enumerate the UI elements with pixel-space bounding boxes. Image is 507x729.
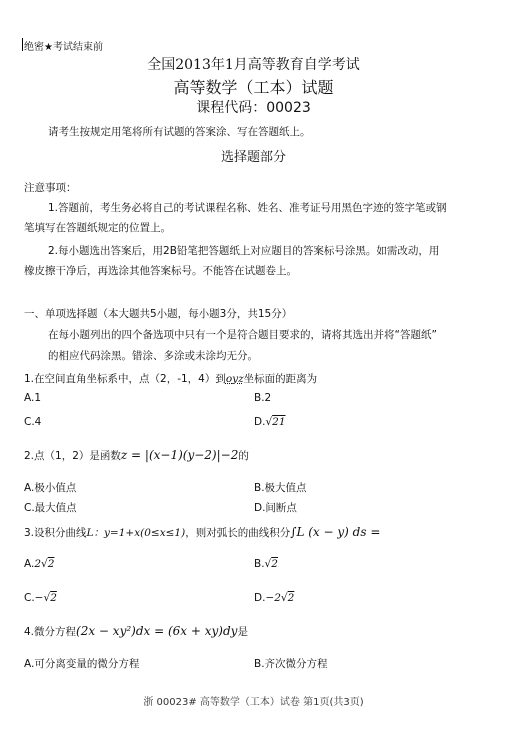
q3-a-coef: 2	[34, 558, 42, 570]
q3-integral: ∫L (x − y) ds =	[290, 525, 381, 539]
course-code: 课程代码：00023	[196, 100, 311, 116]
q1-option-d: D.√21	[254, 416, 286, 428]
q3-curve: L：y=1+x(0≤x≤1)	[86, 527, 186, 539]
q3-option-b: B.√2	[254, 558, 278, 570]
part1-desc-line-2: 的相应代码涂黑。错涂、多涂或未涂均无分。	[48, 350, 258, 362]
notice-1-line-2: 笔填写在答题纸规定的位置上。	[24, 222, 171, 234]
q4-stem-end: 是	[237, 626, 248, 638]
q3-stem-mid: ，则对弧长的曲线积分	[185, 527, 291, 539]
part1-heading: 一、单项选择题（本大题共5小题，每小题3分，共15分）	[24, 308, 293, 320]
q4-option-a: A.可分离变量的微分方程	[24, 658, 140, 670]
subject-title: 高等数学（工本）试题	[173, 78, 334, 97]
q4-formula: (2x − xy²)dx = (6x + xy)dy	[76, 624, 238, 638]
q3-option-a: A.2√2	[24, 558, 55, 570]
q3-option-d: D.−2√2	[254, 592, 295, 604]
q3-stem-text: 3.设积分曲线	[24, 527, 87, 539]
notice-2-line-1: 2.每小题选出答案后，用2B铅笔把答题纸上对应题目的答案标号涂黑。如需改动，用	[48, 245, 440, 257]
q1-option-c: C.4	[24, 416, 42, 428]
q1-plane: oyz	[225, 373, 244, 385]
q3-d-radicand: 2	[287, 592, 295, 604]
q3-c-radicand: 2	[50, 592, 57, 604]
q2-option-a: A.极小值点	[24, 482, 77, 494]
text-cursor	[22, 38, 23, 51]
question-4-stem	[24, 624, 248, 639]
q1-stem-text: 1.在空间直角坐标系中，点（2，-1，4）到	[24, 373, 226, 385]
q3-b-prefix: B.	[254, 558, 265, 570]
notice-1-line-1: 1.答题前，考生务必将自己的考试课程名称、姓名、准考证号用黑色字迹的签字笔或钢	[48, 202, 447, 214]
q1-d-prefix: D.	[254, 416, 266, 428]
q2-formula: z = |(x−1)(y−2)|−2	[120, 448, 239, 462]
page-footer: 浙 00023# 高等数学（工本）试卷 第1页(共3页)	[143, 697, 364, 708]
q3-a-radicand: 2	[47, 558, 55, 570]
notice-heading: 注意事项：	[24, 182, 77, 194]
q1-option-a: A.1	[24, 392, 42, 404]
q2-option-d: D.间断点	[254, 502, 297, 514]
question-2-stem	[24, 448, 249, 463]
q1-d-radicand: 21	[272, 416, 286, 428]
q3-b-radicand: 2	[271, 558, 278, 570]
secret-label: 绝密★考试结束前	[24, 42, 103, 53]
q3-d-coef: −2	[265, 592, 281, 604]
q3-option-c: C.−√2	[24, 592, 57, 604]
part1-desc-line-1: 在每小题列出的四个备选项中只有一个是符合题目要求的，请将其选出并将“答题纸”	[48, 329, 437, 341]
q2-stem-end: 的	[238, 450, 249, 462]
q4-option-b: B.齐次微分方程	[254, 658, 328, 670]
q3-d-prefix: D.	[254, 592, 266, 604]
q1-option-b: B.2	[254, 392, 272, 404]
general-instruction: 请考生按规定用笔将所有试题的答案涂、写在答题纸上。	[48, 126, 311, 138]
q3-c-prefix: C.	[24, 592, 35, 604]
question-3-stem	[24, 525, 380, 540]
q1-stem-end: 坐标面的距离为	[243, 373, 318, 385]
q3-c-coef: −	[34, 592, 44, 604]
notice-2-line-2: 橡皮擦干净后，再选涂其他答案标号。不能答在试题卷上。	[24, 265, 297, 277]
exam-title: 全国2013年1月高等教育自学考试	[147, 57, 360, 73]
question-1-stem	[24, 371, 317, 386]
q2-stem-text: 2.点（1，2）是函数	[24, 450, 121, 462]
q4-stem-text: 4.微分方程	[24, 626, 77, 638]
q3-a-prefix: A.	[24, 558, 35, 570]
q2-option-c: C.最大值点	[24, 502, 77, 514]
q2-option-b: B.极大值点	[254, 482, 307, 494]
section-title: 选择题部分	[220, 150, 286, 165]
